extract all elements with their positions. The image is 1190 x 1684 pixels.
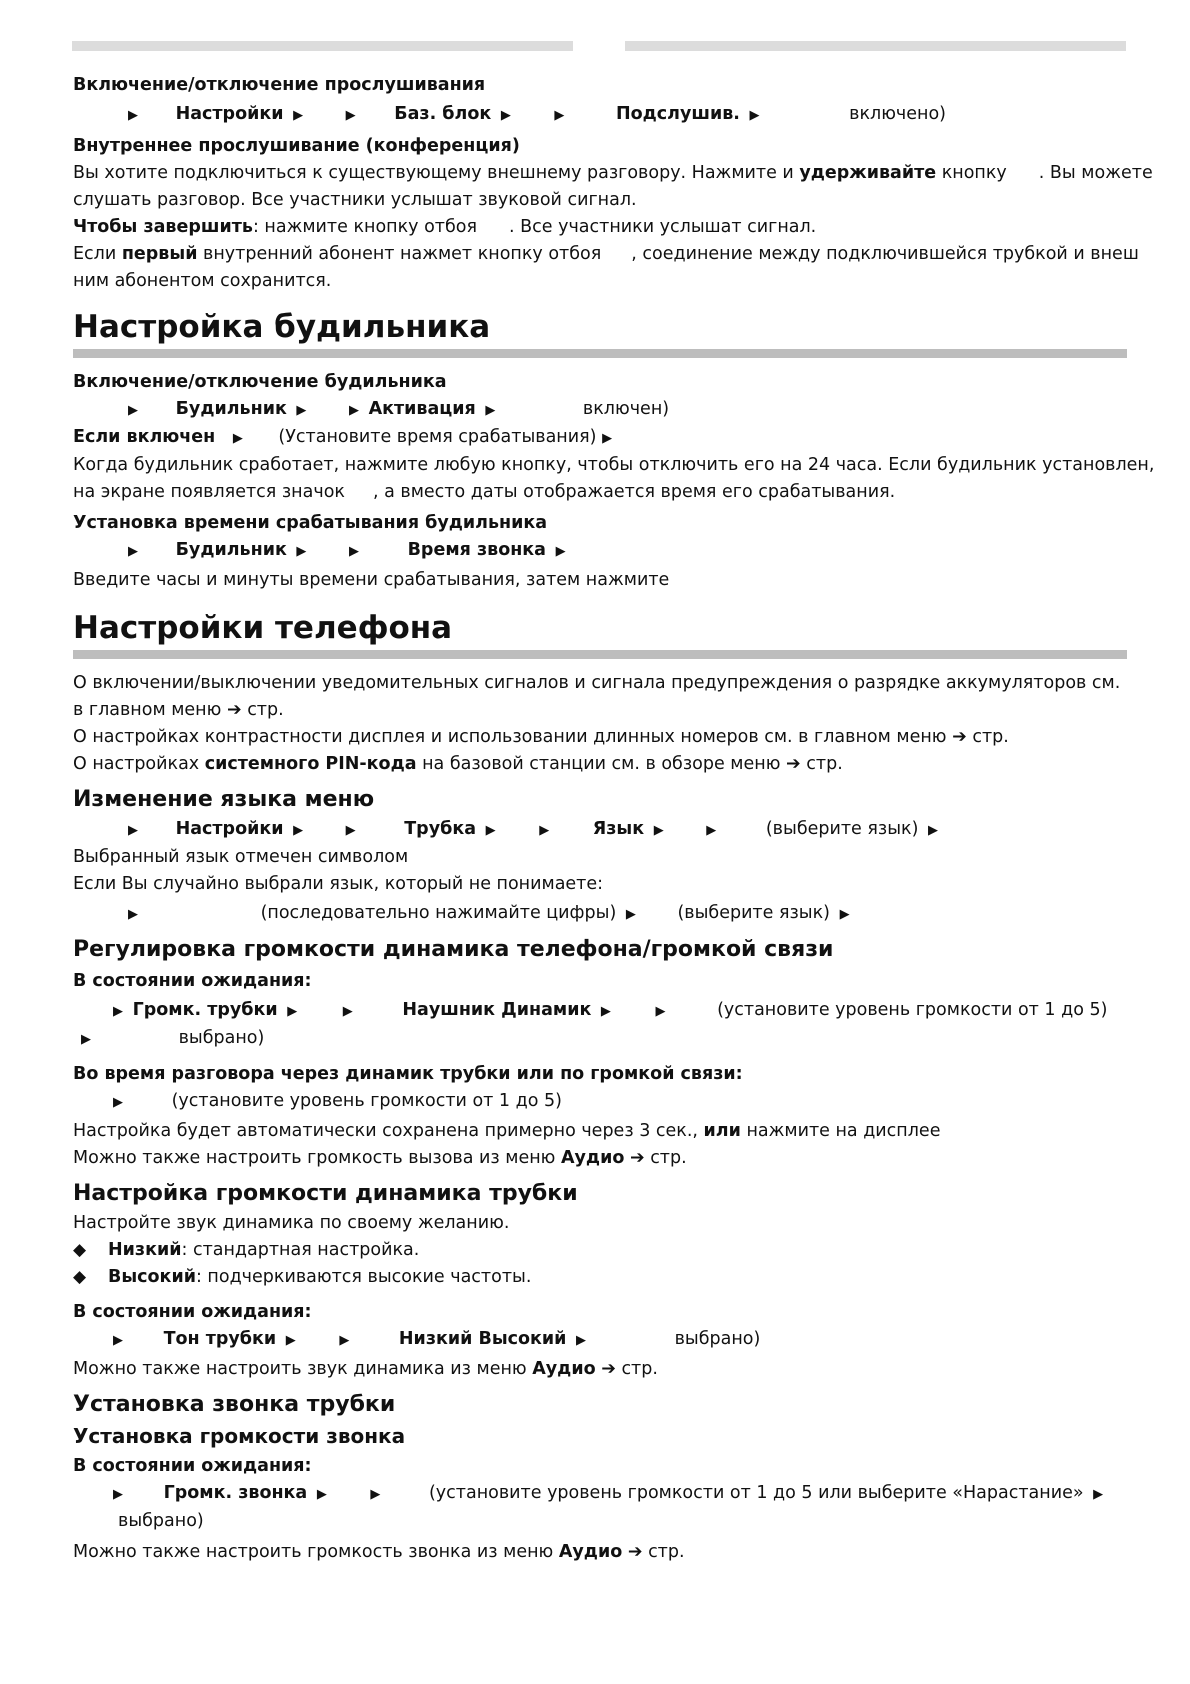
arrow-right-icon: ➔ [952, 727, 967, 747]
arrow-icon: ▶ [600, 1004, 611, 1019]
arrow-icon: ▶ [113, 1004, 123, 1019]
arrow-icon: ▶ [113, 1333, 123, 1348]
subheading-ring-volume: Установка громкости звонка [73, 1424, 406, 1448]
menu-path-ring: ▶ Громк. звонка ▶ ▶ (установите уровень громкости от 1 до 5 или выберите «Нарастание» ▶ [73, 1480, 1127, 1508]
top-rule-right [625, 41, 1126, 51]
menu-path-alarm [73, 396, 1127, 424]
arrow-icon: ▶ [749, 108, 760, 123]
menu-item-low-high: Низкий Высокий [398, 1329, 567, 1349]
arrow-icon: ▶ [602, 431, 613, 446]
arrow-icon: ▶ [349, 544, 359, 559]
status-text: включено) [849, 104, 947, 124]
arrow-right-icon: ➔ [629, 1148, 645, 1168]
arrow-icon: ▶ [296, 544, 307, 559]
arrow-right-icon: ➔ [627, 1542, 643, 1562]
arrow-icon: ▶ [232, 431, 243, 446]
paragraph: слушать разговор. Все участники услышат звуковой сигнал. [73, 190, 637, 210]
paragraph: Чтобы завершить: нажмите кнопку отбоя . Все участники услышат сигнал. [73, 217, 817, 237]
section-heading-language: Изменение языка меню [73, 787, 375, 812]
arrow-icon: ▶ [370, 1487, 381, 1502]
arrow-icon: ▶ [345, 823, 356, 838]
arrow-icon: ▶ [285, 1333, 296, 1348]
arrow-icon: ▶ [81, 1032, 91, 1047]
paragraph: Можно также настроить громкость вызова из меню Аудио ➔ стр. [73, 1148, 687, 1168]
arrow-icon: ▶ [345, 108, 356, 123]
arrow-icon: ▶ [339, 1333, 350, 1348]
bullet-icon: ◆ [73, 1240, 87, 1260]
menu-path-alarm-time [73, 537, 1127, 565]
arrow-icon: ▶ [706, 823, 717, 838]
arrow-icon: ▶ [287, 1004, 298, 1019]
paragraph: Настройте звук динамика по своему желанию. [73, 1213, 510, 1233]
menu-item-alarm: Будильник [175, 399, 287, 419]
subheading-idle: В состоянии ожидания: [73, 971, 312, 991]
list-item: ◆ Низкий: стандартная настройка. [73, 1237, 1127, 1264]
list-item: ◆ Высокий: подчеркиваются высокие частоты. [73, 1264, 1127, 1291]
paragraph: Если включен ▶ (Установите время срабатывания) ▶ [73, 424, 1127, 452]
arrow-icon: ▶ [839, 907, 850, 922]
arrow-right-icon: ➔ [601, 1359, 616, 1379]
arrow-icon: ▶ [485, 823, 496, 838]
menu-path-volume-call: ▶ (установите уровень громкости от 1 до 5) [73, 1088, 1127, 1116]
subheading-idle: В состоянии ожидания: [73, 1302, 312, 1322]
menu-path-continued: выбрано) [118, 1511, 204, 1531]
menu-item-ring-time: Время звонка [407, 540, 546, 560]
subheading-during-call: Во время разговора через динамик трубки или по громкой связи: [73, 1064, 743, 1084]
menu-item-listen: Подслушив. [615, 104, 740, 124]
paragraph: Можно также настроить громкость звонка из меню Аудио ➔ стр. [73, 1542, 685, 1562]
paragraph: О настройках системного PIN-кода на базовой станции см. в обзоре меню ➔ стр. [73, 754, 843, 774]
menu-item-activation: Активация [368, 399, 476, 419]
arrow-icon: ▶ [128, 544, 138, 559]
menu-path-continued: ▶ выбрано) [73, 1025, 1127, 1053]
arrow-icon: ▶ [296, 403, 307, 418]
menu-item-base: Баз. блок [394, 104, 492, 124]
paragraph: Введите часы и минуты времени срабатывания, затем нажмите [73, 570, 670, 590]
subheading-idle: В состоянии ожидания: [73, 1456, 312, 1476]
heading-rule [73, 349, 1127, 358]
paragraph: ним абонентом сохранится. [73, 271, 332, 291]
top-rule-left [72, 41, 573, 51]
paragraph: О включении/выключении уведомительных сигналов и сигнала предупреждения о разрядке аккумуляторов см. [73, 673, 1121, 693]
section-heading-conference: Внутреннее прослушивание (конференция) [73, 136, 520, 156]
arrow-icon: ▶ [342, 1004, 353, 1019]
section-heading-listening: Включение/отключение прослушивания [73, 75, 486, 95]
arrow-icon: ▶ [1093, 1487, 1104, 1502]
arrow-icon: ▶ [349, 403, 359, 418]
arrow-icon: ▶ [293, 108, 304, 123]
menu-item-ring-volume: Громк. звонка [163, 1483, 308, 1503]
bullet-icon: ◆ [73, 1267, 87, 1287]
arrow-icon: ▶ [554, 108, 565, 123]
arrow-right-icon: ➔ [786, 754, 801, 774]
paragraph: О настройках контрастности дисплея и использовании длинных номеров см. в главном меню ➔ стр. [73, 727, 1009, 747]
arrow-icon: ▶ [625, 907, 636, 922]
paragraph: Настройка будет автоматически сохранена примерно через 3 сек., или нажмите на дисплее [73, 1121, 941, 1141]
arrow-icon: ▶ [928, 823, 939, 838]
menu-item-alarm: Будильник [175, 540, 287, 560]
page-section-title-alarm: Настройка будильника [73, 309, 491, 345]
menu-item-settings: Настройки [175, 819, 284, 839]
menu-item-handset-volume: Громк. трубки [132, 1000, 278, 1020]
arrow-icon: ▶ [293, 823, 304, 838]
document-body [73, 72, 1155, 1566]
arrow-icon: ▶ [485, 403, 496, 418]
menu-item-earpiece-speaker: Наушник Динамик [402, 1000, 592, 1020]
status-text: включен) [582, 399, 670, 419]
arrow-icon: ▶ [128, 403, 138, 418]
menu-path-listening [73, 101, 1127, 129]
paragraph: на экране появляется значок , а вместо даты отображается время его срабатывания. [73, 482, 896, 502]
paragraph: Если первый внутренний абонент нажмет кнопку отбоя , соединение между подключившейся трубкой и внеш [73, 244, 1139, 264]
arrow-icon: ▶ [576, 1333, 587, 1348]
menu-path-tone: ▶ Тон трубки ▶ ▶ Низкий Высокий ▶ выбрано) [73, 1326, 1127, 1354]
section-heading-tone: Настройка громкости динамика трубки [73, 1181, 578, 1206]
paragraph: Можно также настроить звук динамика из меню Аудио ➔ стр. [73, 1359, 658, 1379]
arrow-icon: ▶ [113, 1095, 123, 1110]
menu-item-language: Язык [592, 819, 645, 839]
menu-path-language-reset: ▶ (последовательно нажимайте цифры) ▶ (выберите язык) ▶ [73, 900, 1127, 928]
paragraph: Когда будильник сработает, нажмите любую кнопку, чтобы отключить его на 24 часа. Если будильник установлен, [73, 455, 1155, 475]
arrow-icon: ▶ [500, 108, 511, 123]
arrow-icon: ▶ [655, 1004, 666, 1019]
paragraph: Если Вы случайно выбрали язык, который не понимаете: [73, 874, 604, 894]
menu-path-volume: ▶ Громк. трубки ▶ ▶ Наушник Динамик ▶ ▶ (установите уровень громкости от 1 до 5) [73, 997, 1127, 1025]
menu-path-language: ▶ Настройки ▶ ▶ Трубка ▶ ▶ Язык ▶ ▶ (выберите язык) ▶ [73, 816, 1127, 844]
section-heading-alarm-onoff: Включение/отключение будильника [73, 372, 447, 392]
paragraph: Вы хотите подключиться к существующему внешнему разговору. Нажмите и удерживайте кнопку . Вы можете [73, 163, 1153, 183]
section-heading-alarm-time: Установка времени срабатывания будильника [73, 513, 548, 533]
arrow-icon: ▶ [555, 544, 566, 559]
section-heading-volume: Регулировка громкости динамика телефона/громкой связи [73, 937, 834, 962]
menu-item-handset-tone: Тон трубки [163, 1329, 277, 1349]
paragraph: в главном меню ➔ стр. [73, 700, 284, 720]
arrow-icon: ▶ [539, 823, 550, 838]
arrow-icon: ▶ [128, 823, 138, 838]
paragraph: Выбранный язык отмечен символом [73, 847, 409, 867]
arrow-right-icon: ➔ [226, 700, 242, 720]
arrow-icon: ▶ [128, 907, 138, 922]
arrow-icon: ▶ [128, 108, 138, 123]
arrow-icon: ▶ [316, 1487, 327, 1502]
menu-item-settings: Настройки [175, 104, 284, 124]
page-section-title-phone: Настройки телефона [73, 610, 453, 646]
heading-rule [73, 650, 1127, 659]
menu-item-handset: Трубка [404, 819, 477, 839]
arrow-icon: ▶ [113, 1487, 123, 1502]
section-heading-ring: Установка звонка трубки [73, 1392, 396, 1417]
arrow-icon: ▶ [653, 823, 664, 838]
